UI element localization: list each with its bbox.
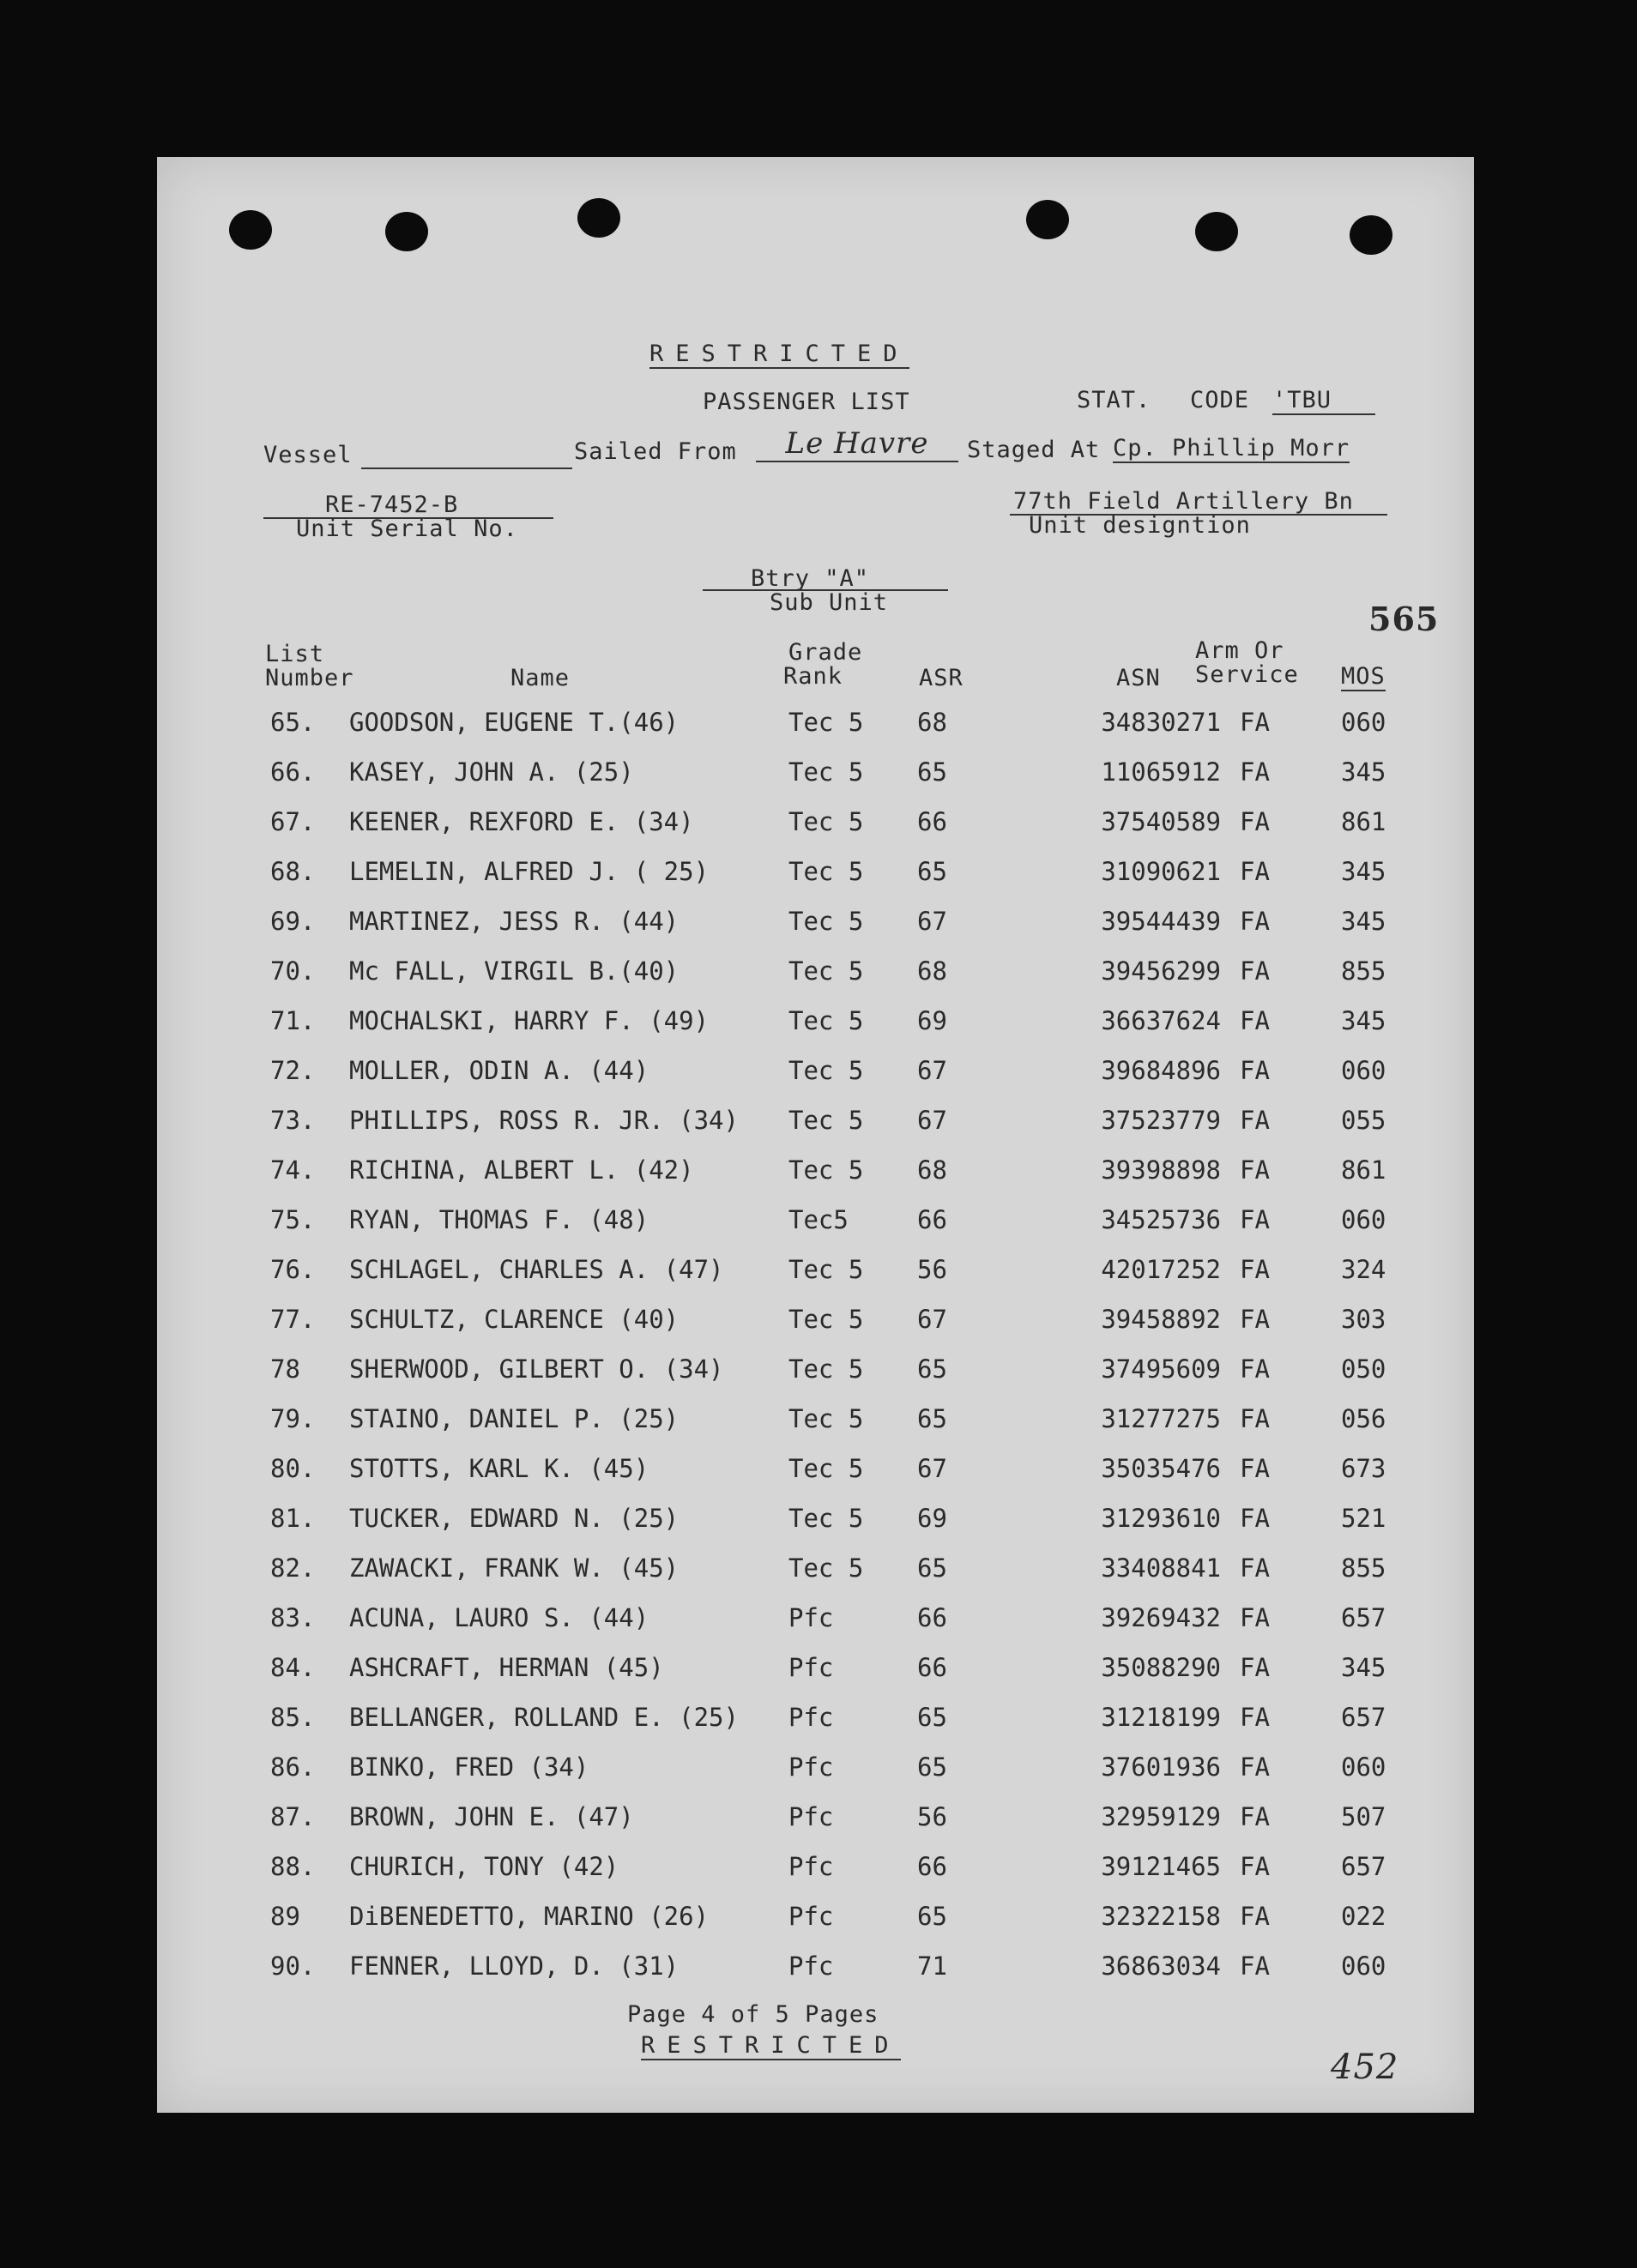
mos: 507: [1341, 1802, 1386, 1831]
vessel-blank: [361, 467, 572, 469]
list-number: 88.: [270, 1852, 316, 1881]
passenger-name: KEENER, REXFORD E. (34): [349, 807, 694, 836]
punch-hole: [577, 198, 620, 238]
asr: 71: [917, 1951, 947, 1981]
asr: 66: [917, 1653, 947, 1682]
passenger-name: KASEY, JOHN A. (25): [349, 757, 634, 787]
table-row: [157, 1802, 1474, 1852]
mos: 861: [1341, 807, 1386, 836]
grade: Tec 5: [788, 1056, 864, 1085]
asn: 37540589: [1101, 807, 1221, 836]
mos: 521: [1341, 1504, 1386, 1533]
passenger-name: MARTINEZ, JESS R. (44): [349, 907, 680, 936]
table-row: [157, 1255, 1474, 1305]
mos: 345: [1341, 907, 1386, 936]
table-row: [157, 1155, 1474, 1205]
passenger-name: ACUNA, LAURO S. (44): [349, 1603, 649, 1632]
unit-designation-value: 77th Field Artillery Bn: [1013, 488, 1354, 515]
grade: Tec 5: [788, 857, 864, 886]
mos: 345: [1341, 757, 1386, 787]
arm-service: FA: [1240, 1703, 1270, 1732]
grade: Pfc: [788, 1802, 834, 1831]
list-number: 85.: [270, 1703, 316, 1732]
grade: Tec 5: [788, 807, 864, 836]
passenger-name: STAINO, DANIEL P. (25): [349, 1404, 680, 1433]
mos: 022: [1341, 1902, 1386, 1931]
mos: 060: [1341, 708, 1386, 737]
asn: 31218199: [1101, 1703, 1221, 1732]
punch-hole: [1026, 200, 1069, 239]
asr: 68: [917, 708, 947, 737]
mos: 657: [1341, 1603, 1386, 1632]
table-row: [157, 757, 1474, 807]
grade: Pfc: [788, 1902, 834, 1931]
arm-service: FA: [1240, 1056, 1270, 1085]
passenger-name: MOLLER, ODIN A. (44): [349, 1056, 649, 1085]
asr: 66: [917, 1852, 947, 1881]
grade: Pfc: [788, 1852, 834, 1881]
col-list-number-1: List: [265, 641, 325, 667]
grade: Tec 5: [788, 1006, 864, 1035]
mos: 855: [1341, 956, 1386, 986]
col-arm-1: Arm Or: [1195, 637, 1284, 664]
mos: 657: [1341, 1852, 1386, 1881]
asn: 31277275: [1101, 1404, 1221, 1433]
table-row: [157, 1852, 1474, 1902]
table-row: [157, 1454, 1474, 1504]
asn: 39544439: [1101, 907, 1221, 936]
sub-unit-label: Sub Unit: [770, 589, 889, 616]
list-number: 70.: [270, 956, 316, 986]
asr: 68: [917, 1155, 947, 1185]
passenger-name: BROWN, JOHN E. (47): [349, 1802, 634, 1831]
asn: 11065912: [1101, 757, 1221, 787]
list-number: 67.: [270, 807, 316, 836]
list-number: 72.: [270, 1056, 316, 1085]
list-number: 84.: [270, 1653, 316, 1682]
passenger-name: SCHULTZ, CLARENCE (40): [349, 1305, 680, 1334]
asn: 36863034: [1101, 1951, 1221, 1981]
list-number: 75.: [270, 1205, 316, 1234]
table-row: [157, 1951, 1474, 2001]
document-title: PASSENGER LIST: [703, 389, 910, 415]
asn: 36637624: [1101, 1006, 1221, 1035]
passenger-name: PHILLIPS, ROSS R. JR. (34): [349, 1106, 739, 1135]
arm-service: FA: [1240, 1404, 1270, 1433]
table-row: [157, 1056, 1474, 1106]
asn: 37523779: [1101, 1106, 1221, 1135]
table-row: [157, 857, 1474, 907]
stamp-number: 565: [1368, 600, 1440, 638]
table-row: [157, 807, 1474, 857]
arm-service: FA: [1240, 807, 1270, 836]
staged-at-label: Staged At: [967, 437, 1101, 463]
passenger-name: RYAN, THOMAS F. (48): [349, 1205, 649, 1234]
unit-serial-label: Unit Serial No.: [296, 516, 518, 542]
asn: 35035476: [1101, 1454, 1221, 1483]
code-value: 'TBU: [1272, 387, 1375, 415]
asn: 39684896: [1101, 1056, 1221, 1085]
grade: Pfc: [788, 1752, 834, 1782]
passenger-name: ZAWACKI, FRANK W. (45): [349, 1553, 680, 1583]
arm-service: FA: [1240, 907, 1270, 936]
asr: 66: [917, 1205, 947, 1234]
grade: Tec 5: [788, 1553, 864, 1583]
table-row: [157, 1106, 1474, 1155]
arm-service: FA: [1240, 1255, 1270, 1284]
passenger-name: RICHINA, ALBERT L. (42): [349, 1155, 694, 1185]
asr: 65: [917, 1703, 947, 1732]
mos: 060: [1341, 1752, 1386, 1782]
table-row: [157, 1404, 1474, 1454]
passenger-name: SCHLAGEL, CHARLES A. (47): [349, 1255, 724, 1284]
grade: Tec 5: [788, 1354, 864, 1384]
mos: 324: [1341, 1255, 1386, 1284]
grade: Tec 5: [788, 907, 864, 936]
table-row: [157, 1205, 1474, 1255]
asr: 67: [917, 1305, 947, 1334]
list-number: 76.: [270, 1255, 316, 1284]
asn: 37601936: [1101, 1752, 1221, 1782]
asr: 69: [917, 1504, 947, 1533]
passenger-name: DiBENEDETTO, MARINO (26): [349, 1902, 710, 1931]
asr: 67: [917, 1454, 947, 1483]
list-number: 83.: [270, 1603, 316, 1632]
grade: Tec 5: [788, 1255, 864, 1284]
grade: Pfc: [788, 1603, 834, 1632]
mos: 855: [1341, 1553, 1386, 1583]
list-number: 66.: [270, 757, 316, 787]
mos: 673: [1341, 1454, 1386, 1483]
punch-hole: [1350, 215, 1392, 255]
table-row: [157, 1703, 1474, 1752]
grade: Pfc: [788, 1703, 834, 1732]
table-row: [157, 708, 1474, 757]
asr: 65: [917, 757, 947, 787]
arm-service: FA: [1240, 708, 1270, 737]
unit-designation-label: Unit designtion: [1029, 512, 1251, 539]
asr: 65: [917, 857, 947, 886]
grade: Tec 5: [788, 1404, 864, 1433]
arm-service: FA: [1240, 1006, 1270, 1035]
asr: 65: [917, 1752, 947, 1782]
passenger-name: LEMELIN, ALFRED J. ( 25): [349, 857, 710, 886]
staged-at-value: Cp. Phillip Morr: [1113, 435, 1350, 461]
passenger-name: ASHCRAFT, HERMAN (45): [349, 1653, 664, 1682]
mos: 050: [1341, 1354, 1386, 1384]
asn: 39458892: [1101, 1305, 1221, 1334]
punch-hole: [385, 212, 428, 251]
code-label: CODE: [1190, 387, 1250, 413]
table-row: [157, 956, 1474, 1006]
stat-label: STAT.: [1077, 387, 1151, 413]
col-grade-2: Rank: [783, 663, 843, 690]
grade: Tec 5: [788, 1106, 864, 1135]
grade: Tec 5: [788, 956, 864, 986]
col-grade-1: Grade: [788, 639, 863, 666]
grade: Pfc: [788, 1653, 834, 1682]
asn: 34525736: [1101, 1205, 1221, 1234]
asr: 65: [917, 1404, 947, 1433]
arm-service: FA: [1240, 1802, 1270, 1831]
list-number: 74.: [270, 1155, 316, 1185]
col-asn: ASN: [1116, 665, 1161, 691]
passenger-name: BINKO, FRED (34): [349, 1752, 589, 1782]
arm-service: FA: [1240, 1752, 1270, 1782]
col-list-number-2: Number: [265, 665, 354, 691]
list-number: 73.: [270, 1106, 316, 1135]
list-number: 69.: [270, 907, 316, 936]
table-row: [157, 1752, 1474, 1802]
asn: 32322158: [1101, 1902, 1221, 1931]
mos: 056: [1341, 1404, 1386, 1433]
table-row: [157, 1653, 1474, 1703]
arm-service: FA: [1240, 1553, 1270, 1583]
mos: 657: [1341, 1703, 1386, 1732]
col-name: Name: [510, 665, 571, 691]
list-number: 80.: [270, 1454, 316, 1483]
asr: 65: [917, 1553, 947, 1583]
arm-service: FA: [1240, 1504, 1270, 1533]
asr: 68: [917, 956, 947, 986]
asr: 67: [917, 907, 947, 936]
passenger-name: FENNER, LLOYD, D. (31): [349, 1951, 680, 1981]
restricted-footer: RESTRICTED: [641, 2032, 901, 2059]
vessel-label: Vessel: [263, 442, 353, 468]
asr: 56: [917, 1255, 947, 1284]
handwritten-number: 452: [1331, 2048, 1399, 2087]
arm-service: FA: [1240, 1205, 1270, 1234]
arm-service: FA: [1240, 1653, 1270, 1682]
list-number: 86.: [270, 1752, 316, 1782]
table-row: [157, 1305, 1474, 1354]
table-row: [157, 1504, 1474, 1553]
arm-service: FA: [1240, 1852, 1270, 1881]
list-number: 81.: [270, 1504, 316, 1533]
list-number: 68.: [270, 857, 316, 886]
grade: Tec 5: [788, 1504, 864, 1533]
grade: Tec 5: [788, 1305, 864, 1334]
asr: 67: [917, 1106, 947, 1135]
arm-service: FA: [1240, 956, 1270, 986]
asn: 32959129: [1101, 1802, 1221, 1831]
arm-service: FA: [1240, 1902, 1270, 1931]
arm-service: FA: [1240, 857, 1270, 886]
asn: 31293610: [1101, 1504, 1221, 1533]
table-row: [157, 907, 1474, 956]
asn: 35088290: [1101, 1653, 1221, 1682]
mos: 060: [1341, 1056, 1386, 1085]
sub-unit-value: Btry "A": [751, 565, 870, 592]
passenger-name: STOTTS, KARL K. (45): [349, 1454, 649, 1483]
passenger-name: Mc FALL, VIRGIL B.(40): [349, 956, 680, 986]
list-number: 79.: [270, 1404, 316, 1433]
arm-service: FA: [1240, 1305, 1270, 1334]
mos: 345: [1341, 1653, 1386, 1682]
table-row: [157, 1553, 1474, 1603]
mos: 060: [1341, 1951, 1386, 1981]
asn: 39269432: [1101, 1603, 1221, 1632]
col-asr: ASR: [919, 665, 963, 691]
grade: Pfc: [788, 1951, 834, 1981]
mos: 345: [1341, 857, 1386, 886]
table-row: [157, 1603, 1474, 1653]
passenger-name: MOCHALSKI, HARRY F. (49): [349, 1006, 710, 1035]
col-arm-2: Service: [1195, 661, 1299, 688]
asr: 65: [917, 1354, 947, 1384]
unit-serial-value: RE-7452-B: [325, 492, 459, 518]
sailed-from-value: Le Havre: [756, 426, 958, 462]
asn: 37495609: [1101, 1354, 1221, 1384]
asr: 65: [917, 1902, 947, 1931]
punch-hole: [1195, 212, 1238, 251]
asn: 33408841: [1101, 1553, 1221, 1583]
asn: 34830271: [1101, 708, 1221, 737]
arm-service: FA: [1240, 1155, 1270, 1185]
mos: 345: [1341, 1006, 1386, 1035]
punch-hole: [229, 210, 272, 250]
asn: 39121465: [1101, 1852, 1221, 1881]
list-number: 77.: [270, 1305, 316, 1334]
arm-service: FA: [1240, 1106, 1270, 1135]
grade: Tec 5: [788, 1155, 864, 1185]
list-number: 82.: [270, 1553, 316, 1583]
asn: 42017252: [1101, 1255, 1221, 1284]
mos: 060: [1341, 1205, 1386, 1234]
passenger-name: BELLANGER, ROLLAND E. (25): [349, 1703, 739, 1732]
grade: Tec 5: [788, 757, 864, 787]
table-row: [157, 1006, 1474, 1056]
mos: 303: [1341, 1305, 1386, 1334]
passenger-name: SHERWOOD, GILBERT O. (34): [349, 1354, 724, 1384]
asr: 69: [917, 1006, 947, 1035]
asn: 39456299: [1101, 956, 1221, 986]
asr: 66: [917, 807, 947, 836]
col-mos: MOS: [1341, 663, 1386, 690]
grade: Tec5: [788, 1205, 849, 1234]
list-number: 89: [270, 1902, 300, 1931]
list-number: 87.: [270, 1802, 316, 1831]
list-number: 65.: [270, 708, 316, 737]
restricted-heading: RESTRICTED: [649, 341, 909, 367]
table-row: [157, 1902, 1474, 1951]
asr: 56: [917, 1802, 947, 1831]
grade: Tec 5: [788, 1454, 864, 1483]
mos: 055: [1341, 1106, 1386, 1135]
asn: 31090621: [1101, 857, 1221, 886]
arm-service: FA: [1240, 1454, 1270, 1483]
arm-service: FA: [1240, 1354, 1270, 1384]
sailed-from-label: Sailed From: [574, 438, 737, 465]
grade: Tec 5: [788, 708, 864, 737]
list-number: 90.: [270, 1951, 316, 1981]
passenger-name: GOODSON, EUGENE T.(46): [349, 708, 680, 737]
asn: 39398898: [1101, 1155, 1221, 1185]
list-number: 78: [270, 1354, 300, 1384]
asr: 67: [917, 1056, 947, 1085]
document-page: [157, 157, 1474, 2113]
passenger-name: TUCKER, EDWARD N. (25): [349, 1504, 680, 1533]
page-indicator: Page 4 of 5 Pages: [627, 2001, 879, 2028]
mos: 861: [1341, 1155, 1386, 1185]
arm-service: FA: [1240, 1603, 1270, 1632]
passenger-name: CHURICH, TONY (42): [349, 1852, 619, 1881]
list-number: 71.: [270, 1006, 316, 1035]
arm-service: FA: [1240, 1951, 1270, 1981]
arm-service: FA: [1240, 757, 1270, 787]
table-row: [157, 1354, 1474, 1404]
asr: 66: [917, 1603, 947, 1632]
